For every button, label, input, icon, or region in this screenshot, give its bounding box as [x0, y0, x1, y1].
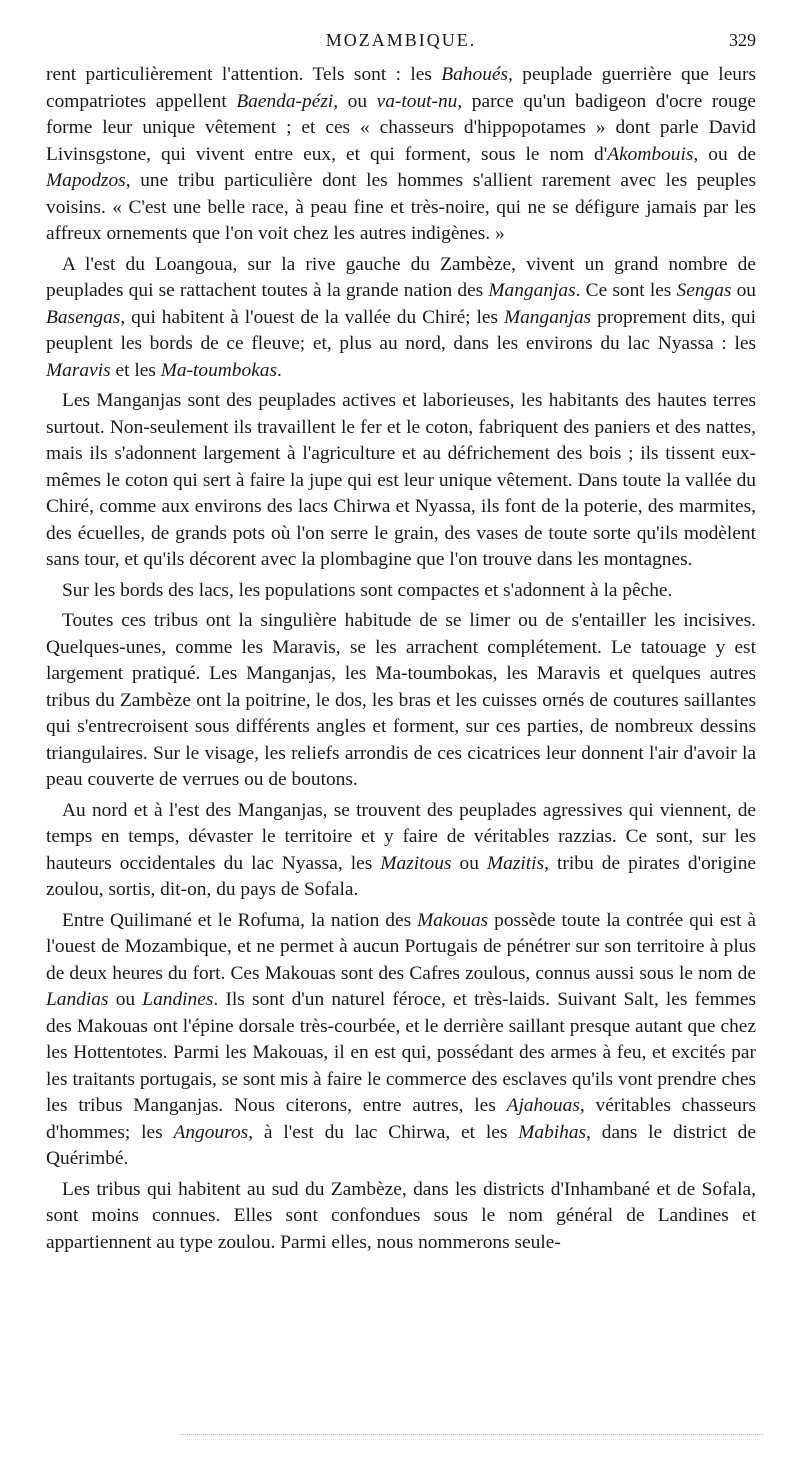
text-run: . Ils sont d'un naturel féroce, et très-laids. Suivant Salt, les femmes des Makouas ont l'épine dorsale très-courbée, et le derrière saillant presque autant que chez les Hottentotes. Parmi les Makouas, il en est qui, possédant des armes à feu, et excités par les traitants portugais, se sont mis à faire le commerce des esclaves qu'ils vont prendre ches les tribus Manganjas. Nous citerons, entre autres, les [46, 989, 756, 1116]
text-run: , parce qu'un badigeon d'ocre rouge forme leur unique vêtement ; et ces « chasseurs d'hippopotames » dont parle David Livinsgstone, qui vivent entre eux, et qui forment, sous le nom d' [46, 90, 757, 165]
text-run: rent particulièrement l'attention. Tels sont : les [46, 64, 442, 85]
paragraph [46, 578, 756, 605]
text-run: , tribu de pirates d'origine zoulou, sortis, dit-on, du pays de Sofala. [46, 852, 756, 900]
text-run: Les tribus qui habitent au sud du Zambèze, dans les districts d'Inhambané et de Sofala, sont moins connues. Elles sont confondues sous le nom général de Landines et appartiennent au type zoulou. Parmi elles, nous nommerons seule- [46, 1178, 756, 1253]
text-run: . Ce sont les [575, 280, 677, 301]
text-run: , dans le district de Quérimbé. [46, 1121, 756, 1169]
italic-term: Ajahouas [506, 1095, 580, 1116]
paragraph [46, 252, 756, 385]
italic-term: Manganjas [503, 306, 592, 328]
italic-term: Bahoués [441, 64, 509, 85]
running-head: MOZAMBIQUE. [325, 30, 477, 50]
italic-term: Basengas [46, 306, 121, 328]
bleed-through-marks [180, 1434, 764, 1436]
text-run: , ou de [693, 143, 756, 165]
text-run: , ou [333, 90, 377, 112]
italic-term: Baenda-pézi [236, 90, 334, 112]
page-header [46, 30, 756, 54]
text-run: ou [731, 280, 756, 301]
italic-term: Akombouis [607, 143, 694, 165]
text-run: ou [451, 852, 488, 874]
paragraph [46, 388, 756, 574]
italic-term: Angouros [173, 1121, 249, 1143]
italic-term: Mapodzos [46, 170, 126, 191]
italic-term: Mazitous [380, 852, 452, 874]
paragraph [46, 798, 756, 904]
italic-term: Landias [46, 989, 109, 1010]
paragraph [46, 608, 756, 794]
paragraph [46, 62, 756, 248]
text-run: Sur les bords des lacs, les populations sont compactes et s'adonnent à la pêche. [62, 579, 673, 601]
paragraph [46, 1177, 756, 1257]
text-run: Entre Quilimané et le Rofuma, la nation des [62, 909, 418, 931]
text-run: et les [110, 359, 161, 381]
italic-term: Mabihas [518, 1121, 587, 1143]
text-run: Les Manganjas sont des peuplades actives et laborieuses, les habitants des hautes terres surtout. Non-seulement ils travaillent le fer et le coton, fabriquent des paniers et des nattes, mais ils s'adonnent largement à l'agriculture et au défrichement des bois ; ils tissent eux-mêmes le coton qui sert à faire la jupe qui est leur unique vêtement. Dans toute la vallée du Chiré, comme aux environs des lacs Chirwa et Nyassa, ils font de la poterie, des marmites, des écuelles, de grands pots où l'on serre le grain, des vases de toute sorte qu'ils modèlent sans tour, et qu'ils décorent avec la plombagine que l'on trouve dans les montagnes. [46, 390, 756, 570]
text-run: Toutes ces tribus ont la singulière habitude de se limer ou de s'entailler les incisives. Quelques-unes, comme les Maravis, se les arrachent complétement. Le tatouage y est largement pratiqué. Les Manganjas, les Ma-toumbokas, les Maravis et quelques autres tribus du Zambèze ont la poitrine, le dos, les bras et les cuisses ornés de coutures saillantes qui s'entrecroisent sous différents angles et forment, sur ces parties, de nombreux dessins triangulaires. Sur le visage, les reliefs arrondis de ces cicatrices leur donnent l'air d'avoir la peau couverte de verrues ou de boutons. [46, 610, 756, 790]
text-run: proprement dits, qui peuplent les bords de ce fleuve; et, plus au nord, dans les environs du lac Nyassa : les [46, 306, 756, 354]
text-run: A l'est du Loangoua, sur la rive gauche du Zambèze, vivent un grand nombre de peuplades qui se rattachent toutes à la grande nation des [46, 253, 756, 301]
text-run: ou [108, 989, 143, 1010]
italic-term: Makouas [417, 909, 489, 931]
italic-term: va-tout-nu [376, 90, 458, 112]
italic-term: Ma-toumbokas [160, 359, 278, 381]
text-run: . [277, 359, 282, 381]
body-text [46, 62, 756, 1260]
text-run: , à l'est du lac Chirwa, et les [248, 1121, 519, 1143]
text-run: , peuplade guerrière que leurs compatriotes appellent [46, 64, 757, 112]
text-run: , une tribu particulière dont les hommes s'allient rarement avec les peuples voisins. « C'est une belle race, à peau fine et très-noire, qui ne se défigure jamais par les affreux ornements que l'on voit chez les autres indigènes. » [46, 170, 756, 244]
page-number: 329 [729, 30, 756, 50]
text-run: , qui habitent à l'ouest de la vallée du Chiré; les [120, 306, 504, 328]
paragraph [46, 908, 756, 1173]
italic-term: Sengas [676, 280, 732, 301]
text-run: Au nord et à l'est des Manganjas, se trouvent des peuplades agressives qui viennent, de temps en temps, dévaster le territoire et y faire de véritables razzias. Ce sont, sur les hauteurs occidentales du lac Nyassa, les [46, 799, 756, 874]
italic-term: Landines [142, 989, 214, 1010]
text-run: , véritables chasseurs d'hommes; les [46, 1095, 756, 1143]
italic-term: Maravis [46, 359, 111, 381]
italic-term: Manganjas [488, 280, 576, 301]
text-run: possède toute la contrée qui est à l'ouest de Mozambique, et ne permet à aucun Portugais de pénétrer sur son territoire à plus de deux heures du fort. Ces Makouas sont des Cafres zoulous, connus aussi sous le nom de [46, 909, 756, 984]
italic-term: Mazitis [487, 852, 545, 874]
